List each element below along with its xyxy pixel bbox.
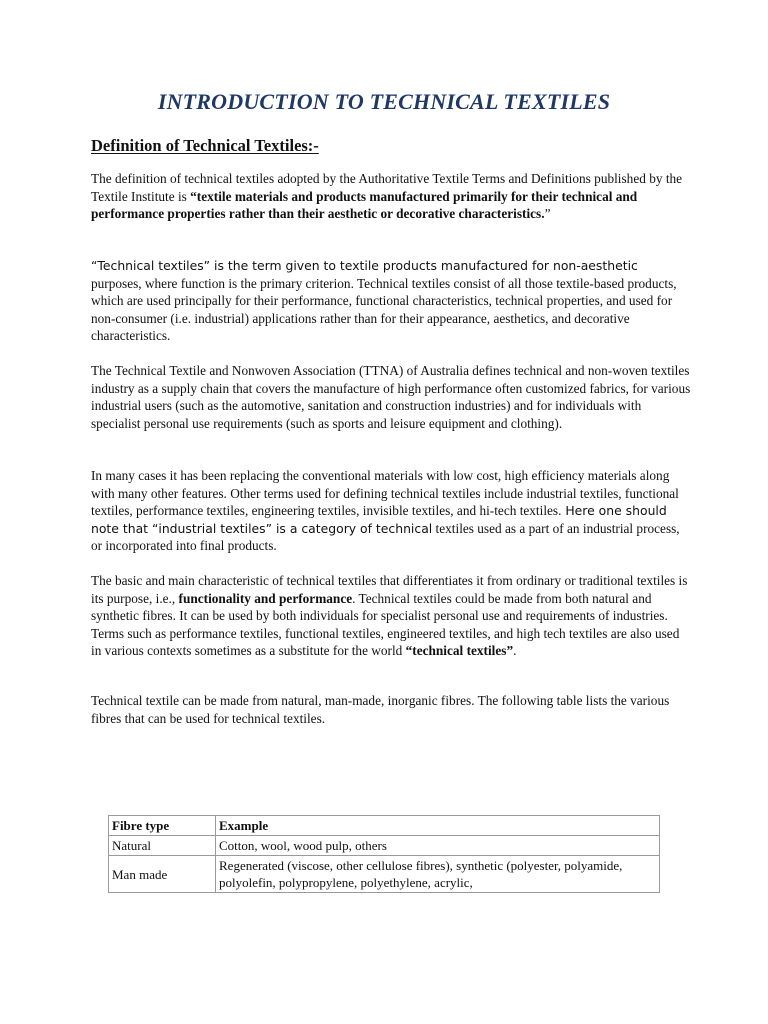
table-cell: Cotton, wool, wood pulp, others [216, 836, 660, 856]
table-header-cell: Fibre type [109, 816, 216, 836]
table-header-row [109, 816, 660, 836]
bold-phrase: “technical textiles” [405, 643, 514, 658]
paragraph-text: “Technical textiles” is the term given to textile products manufactured for non-aesthetic [91, 258, 638, 273]
page-title: INTRODUCTION TO TECHNICAL TEXTILES [157, 89, 611, 114]
table-row [109, 836, 660, 856]
table-row [109, 856, 660, 893]
paragraph-main-characteristic [91, 572, 691, 660]
paragraph-text: Here one should note that “industrial textiles” is a category of technical [91, 503, 667, 536]
bold-quote: “textile materials and products manufactured primarily for their technical and performance properties rather than their aesthetic or decorative characteristics. [91, 188, 638, 221]
paragraph-text: . [513, 643, 517, 658]
table-header-cell: Example [216, 816, 660, 836]
paragraph-fibres-intro: Technical textile can be made from natural, man-made, inorganic fibres. The following table lists the various fibres that can be used for technical textiles. [91, 693, 670, 726]
table-cell: Man made [109, 856, 216, 893]
paragraph-text: ” [544, 206, 551, 221]
paragraph-text: . Technical textiles could be made from both natural and synthetic fibres. It can be used by both individuals for specialist personal use and requirements of industries. Terms such as performance textiles, functional textiles, engineered textiles, and high tech textiles are also used in various contexts sometimes as a substitute for the world [91, 590, 680, 658]
bold-phrase: functionality and performance [178, 590, 353, 606]
paragraph-text: purposes, where function is the primary criterion. Technical textiles consist of all those textile-based products, which are used principally for their performance, functional characteristics, technical properties, and used for non-consumer (i.e. industrial) applications rather than for their appearance, aesthetics, and decorative characteristics. [91, 275, 677, 343]
section-heading: Definition of Technical Textiles:- [91, 136, 319, 155]
paragraph-other-terms [91, 467, 691, 555]
paragraph-technical-textiles-term [91, 257, 691, 345]
paragraph-text: In many cases it has been replacing the conventional materials with low cost, high efficiency materials along with many other features. Other terms used for defining technical textiles include industrial textiles, functional textiles, performance textiles, engineering textiles, invisible textiles, and hi-tech textiles. [91, 468, 679, 518]
table-cell: Natural [109, 836, 216, 856]
paragraph-definition [91, 170, 691, 223]
paragraph-text: textiles used as a part of an industrial process, or incorporated into final products. [91, 520, 680, 553]
fibre-table [108, 815, 660, 893]
table-cell: Regenerated (viscose, other cellulose fibres), synthetic (polyester, polyamide, polyolefin, polypropylene, polyethylene, acrylic, [216, 856, 660, 893]
paragraph-text: The definition of technical textiles adopted by the Authoritative Textile Terms and Definitions published by the Textile Institute is [91, 171, 683, 204]
paragraph-text: The basic and main characteristic of technical textiles that differentiates it from ordinary or traditional textiles is its purpose, i.e., [91, 573, 688, 606]
paragraph-ttna: The Technical Textile and Nonwoven Association (TTNA) of Australia defines technical and non-woven textiles industry as a supply chain that covers the manufacture of high performance often customized fabrics, for various industrial users (such as the automotive, sanitation and construction industries) and for individuals with specialist personal use requirements (such as sports and leisure equipment and clothing). [91, 363, 691, 431]
